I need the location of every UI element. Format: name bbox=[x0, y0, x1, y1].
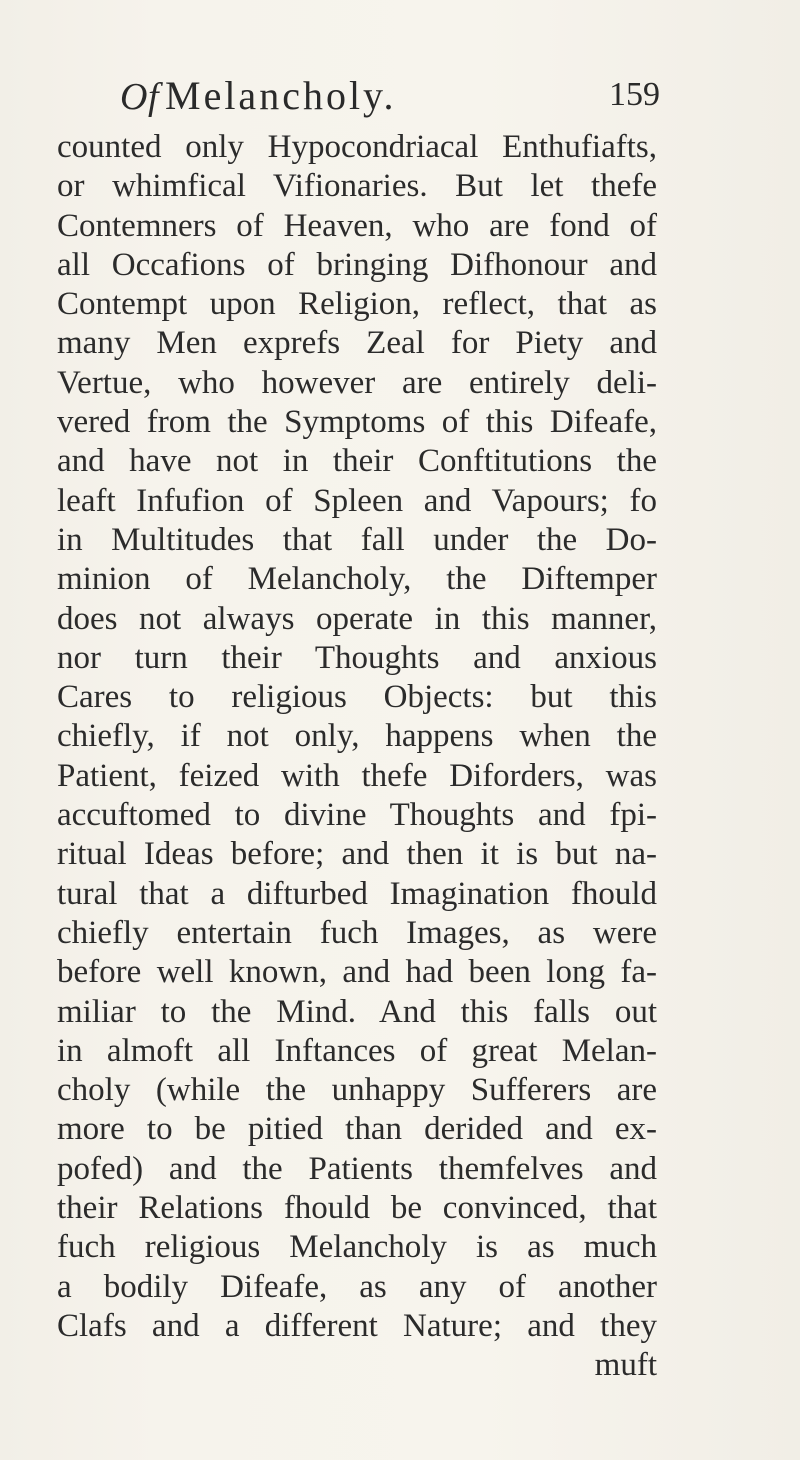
text-line: in Multitudes that fall under the Do- bbox=[57, 521, 657, 558]
text-line: before well known, and had been long fa- bbox=[57, 954, 657, 991]
text-line: miliar to the Mind. And this falls out bbox=[57, 993, 657, 1030]
text-line: Clafs and a different Nature; and they bbox=[57, 1307, 657, 1344]
text-line: accuftomed to divine Thoughts and fpi- bbox=[57, 797, 657, 834]
text-line: Vertue, who however are entirely deli- bbox=[57, 364, 657, 401]
running-title-main: Melancholy. bbox=[165, 73, 397, 118]
text-line: minion of Melancholy, the Diftemper bbox=[57, 561, 657, 598]
text-line: many Men exprefs Zeal for Piety and bbox=[57, 325, 657, 362]
text-line: Contempt upon Religion, reflect, that as bbox=[57, 286, 657, 323]
text-line: or whimfical Vifionaries. But let thefe bbox=[57, 168, 657, 205]
text-line: Patient, feized with thefe Diforders, was bbox=[57, 757, 657, 794]
text-line: in almoft all Inftances of great Melan- bbox=[57, 1032, 657, 1069]
text-line: counted only Hypocondriacal Enthufiafts, bbox=[57, 129, 657, 165]
text-line: pofed) and the Patients themfelves and bbox=[57, 1150, 657, 1187]
text-line: and have not in their Conftitutions the bbox=[57, 443, 657, 480]
text-line: Contemners of Heaven, who are fond of bbox=[57, 207, 657, 244]
text-line: does not always operate in this manner, bbox=[57, 600, 657, 637]
catchword: muft bbox=[594, 1347, 657, 1384]
text-line: chiefly entertain fuch Images, as were bbox=[57, 914, 657, 951]
running-header bbox=[120, 72, 660, 128]
text-line: Cares to religious Objects: but this bbox=[57, 679, 657, 716]
body-text bbox=[57, 128, 657, 1386]
text-line: leaft Infufion of Spleen and Vapours; fo bbox=[57, 482, 657, 519]
text-line: their Relations fhould be convinced, that bbox=[57, 1190, 657, 1227]
text-line: a bodily Difeafe, as any of another bbox=[57, 1268, 657, 1305]
text-line: ritual Ideas before; and then it is but na- bbox=[57, 836, 657, 873]
running-title bbox=[120, 72, 396, 119]
text-line: choly (while the unhappy Sufferers are bbox=[57, 1072, 657, 1109]
text-line: vered from the Symptoms of this Difeafe, bbox=[57, 404, 657, 441]
running-title-of: Of bbox=[120, 76, 159, 118]
text-line: nor turn their Thoughts and anxious bbox=[57, 639, 657, 676]
page-number: 159 bbox=[609, 76, 660, 113]
text-line: all Occafions of bringing Difhonour and bbox=[57, 246, 657, 283]
text-line: chiefly, if not only, happens when the bbox=[57, 718, 657, 755]
text-line: fuch religious Melancholy is as much bbox=[57, 1229, 657, 1266]
text-line: more to be pitied than derided and ex- bbox=[57, 1111, 657, 1148]
text-line: tural that a difturbed Imagination fhould bbox=[57, 875, 657, 912]
